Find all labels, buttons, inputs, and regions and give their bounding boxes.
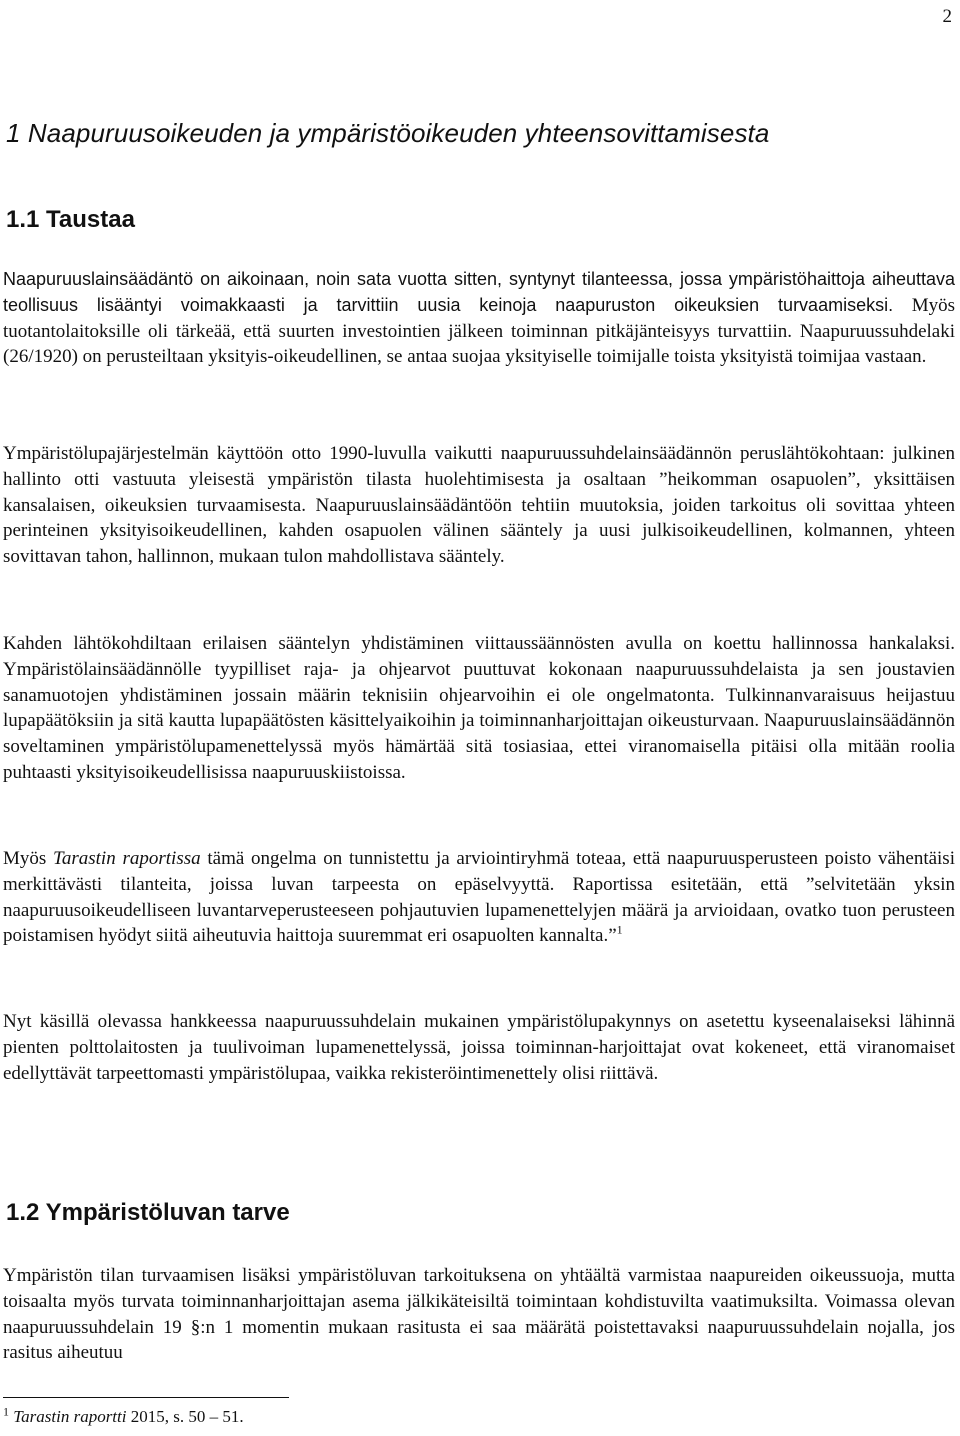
footnote-text: 2015, s. 50 – 51. bbox=[126, 1407, 244, 1426]
page-number: 2 bbox=[942, 6, 952, 27]
footnote-number: 1 bbox=[3, 1404, 9, 1419]
footnote bbox=[3, 1406, 244, 1428]
paragraph-1-part-c: Naapuruussuhdelaki (26/1920) on perusteiltaan yksityis-oikeudellinen, se antaa suojaa yksityiselle toimijalle toista yksityistä toimijaa vastaan. bbox=[3, 320, 955, 368]
paragraph-1-part-b: Myös tuotantolaitoksille oli tärkeää, että suurten investointien jälkeen toiminnan pitkäjänteisyys turvattiin. bbox=[3, 294, 955, 342]
paragraph-4-pre: Myös bbox=[3, 848, 54, 869]
footnote-italic: Tarastin raportti bbox=[13, 1407, 127, 1426]
paragraph-4-italic: Tarastin raportissa bbox=[53, 848, 201, 869]
paragraph-4-post: tämä ongelma on tunnistettu ja arviointiryhmä toteaa, että naapuruusperusteen poisto vähentäisi merkittävästi tilanteita, joissa luvan tarpeesta on epäselvyyttä. Raportissa esitetään, että ”selvitetään yksin naapuruusoikeudelliseen luvantarveperusteeseen pohjautuvien lupamenettelyjen määrä ja arvioidaan, ovatko tuon perusteen poistamisen hyödyt siitä aiheutuvia haittoja suuremmat eri osapuolten kannalta.” bbox=[3, 848, 955, 947]
paragraph-2: Ympäristölupajärjestelmän käyttöön otto 1990-luvulla vaikutti naapuruussuhdelainsäädännön peruslähtökohtaan: julkinen hallinto otti vastuuta yleisestä ympäristön tilasta huolehtimisesta ja osaltaan ”heikomman osapuolen”, yksittäisen kansalaisen, oikeuksien turvaamisesta. Naapuruuslainsäädäntöön tehtiin muutoksia, joiden tarkoitus oli sovittaa yhteen perinteinen yksityisoikeudellinen, kahden osapuolen välinen sääntely ja uusi julkisoikeudellinen, kolmannen, yhteen sovittavan tahon, hallinnon, mukaan tulon mahdollistava sääntely. bbox=[3, 443, 955, 568]
section-heading-tarve: 1.2 Ympäristöluvan tarve bbox=[6, 1199, 290, 1226]
footnote-divider bbox=[3, 1397, 289, 1398]
paragraph-6: Ympäristön tilan turvaamisen lisäksi ympäristöluvan tarkoituksena on yhtäältä varmistaa naapureiden oikeussuoja, mutta toisaalta myös turvata toiminnanharjoittajan asema jälkikäteisiltä toimintaan kohdistuvilta vaatimuksilta. Voimassa olevan naapuruussuhdelain 19 §:n 1 momentin mukaan rasitusta ei saa määrätä poistettavaksi naapuruussuhdelain nojalla, jos rasitus aiheutuu bbox=[3, 1265, 955, 1364]
paragraph-4 bbox=[3, 846, 955, 949]
chapter-heading: 1 Naapuruusoikeuden ja ympäristöoikeuden yhteensovittamisesta bbox=[6, 118, 770, 148]
section-heading-taustaa: 1.1 Taustaa bbox=[6, 206, 135, 233]
paragraph-1-sans-part: Naapuruuslainsäädäntö on aikoinaan, noin sata vuotta sitten, syntynyt tilanteessa, jossa ympäristöhaittoja aiheuttava teollisuus lisääntyi voimakkaasti ja tarvittiin uusia keinoja naapuruston oikeuksien turvaamiseksi. bbox=[3, 269, 955, 315]
paragraph-5: Nyt käsillä olevassa hankkeessa naapuruussuhdelain mukainen ympäristölupakynnys on asetettu kyseenalaiseksi lähinnä pienten polttolaitosten ja tuulivoiman lupamenettelyssä, joissa toiminnan-harjoittajat ovat kokeneet, että viranomaiset edellyttävät tarpeettomasti ympäristölupaa, vaikka rekisteröintimenettely olisi riittävä. bbox=[3, 1011, 955, 1084]
footnote-reference[interactable]: 1 bbox=[616, 923, 623, 938]
paragraph-1 bbox=[3, 267, 955, 370]
paragraph-3: Kahden lähtökohdiltaan erilaisen sääntelyn yhdistäminen viittaussäännösten avulla on koettu hallinnossa hankalaksi. Ympäristölainsäädännölle tyypilliset raja- ja ohjearvot puuttuvat kokonaan naapuruussuhdelaista ja sen joustavien sanamuotojen yhdistäminen jossain määrin teknisiin ohjearvoihin ei ole ongelmatonta. Tulkinnanvaraisuus heijastuu lupapäätöksiin ja sitä kautta lupapäätösten käsittelyaikoihin ja toiminnanharjoittajan oikeusturvaan. Naapuruuslainsäädännön soveltaminen ympäristölupamenettelyssä myös hämärtää sitä tosiasiaa, ettei viranomaisella pitäisi olla mitään roolia puhtaasti yksityisoikeudellisissa naapuruuskiistoissa. bbox=[3, 633, 955, 783]
